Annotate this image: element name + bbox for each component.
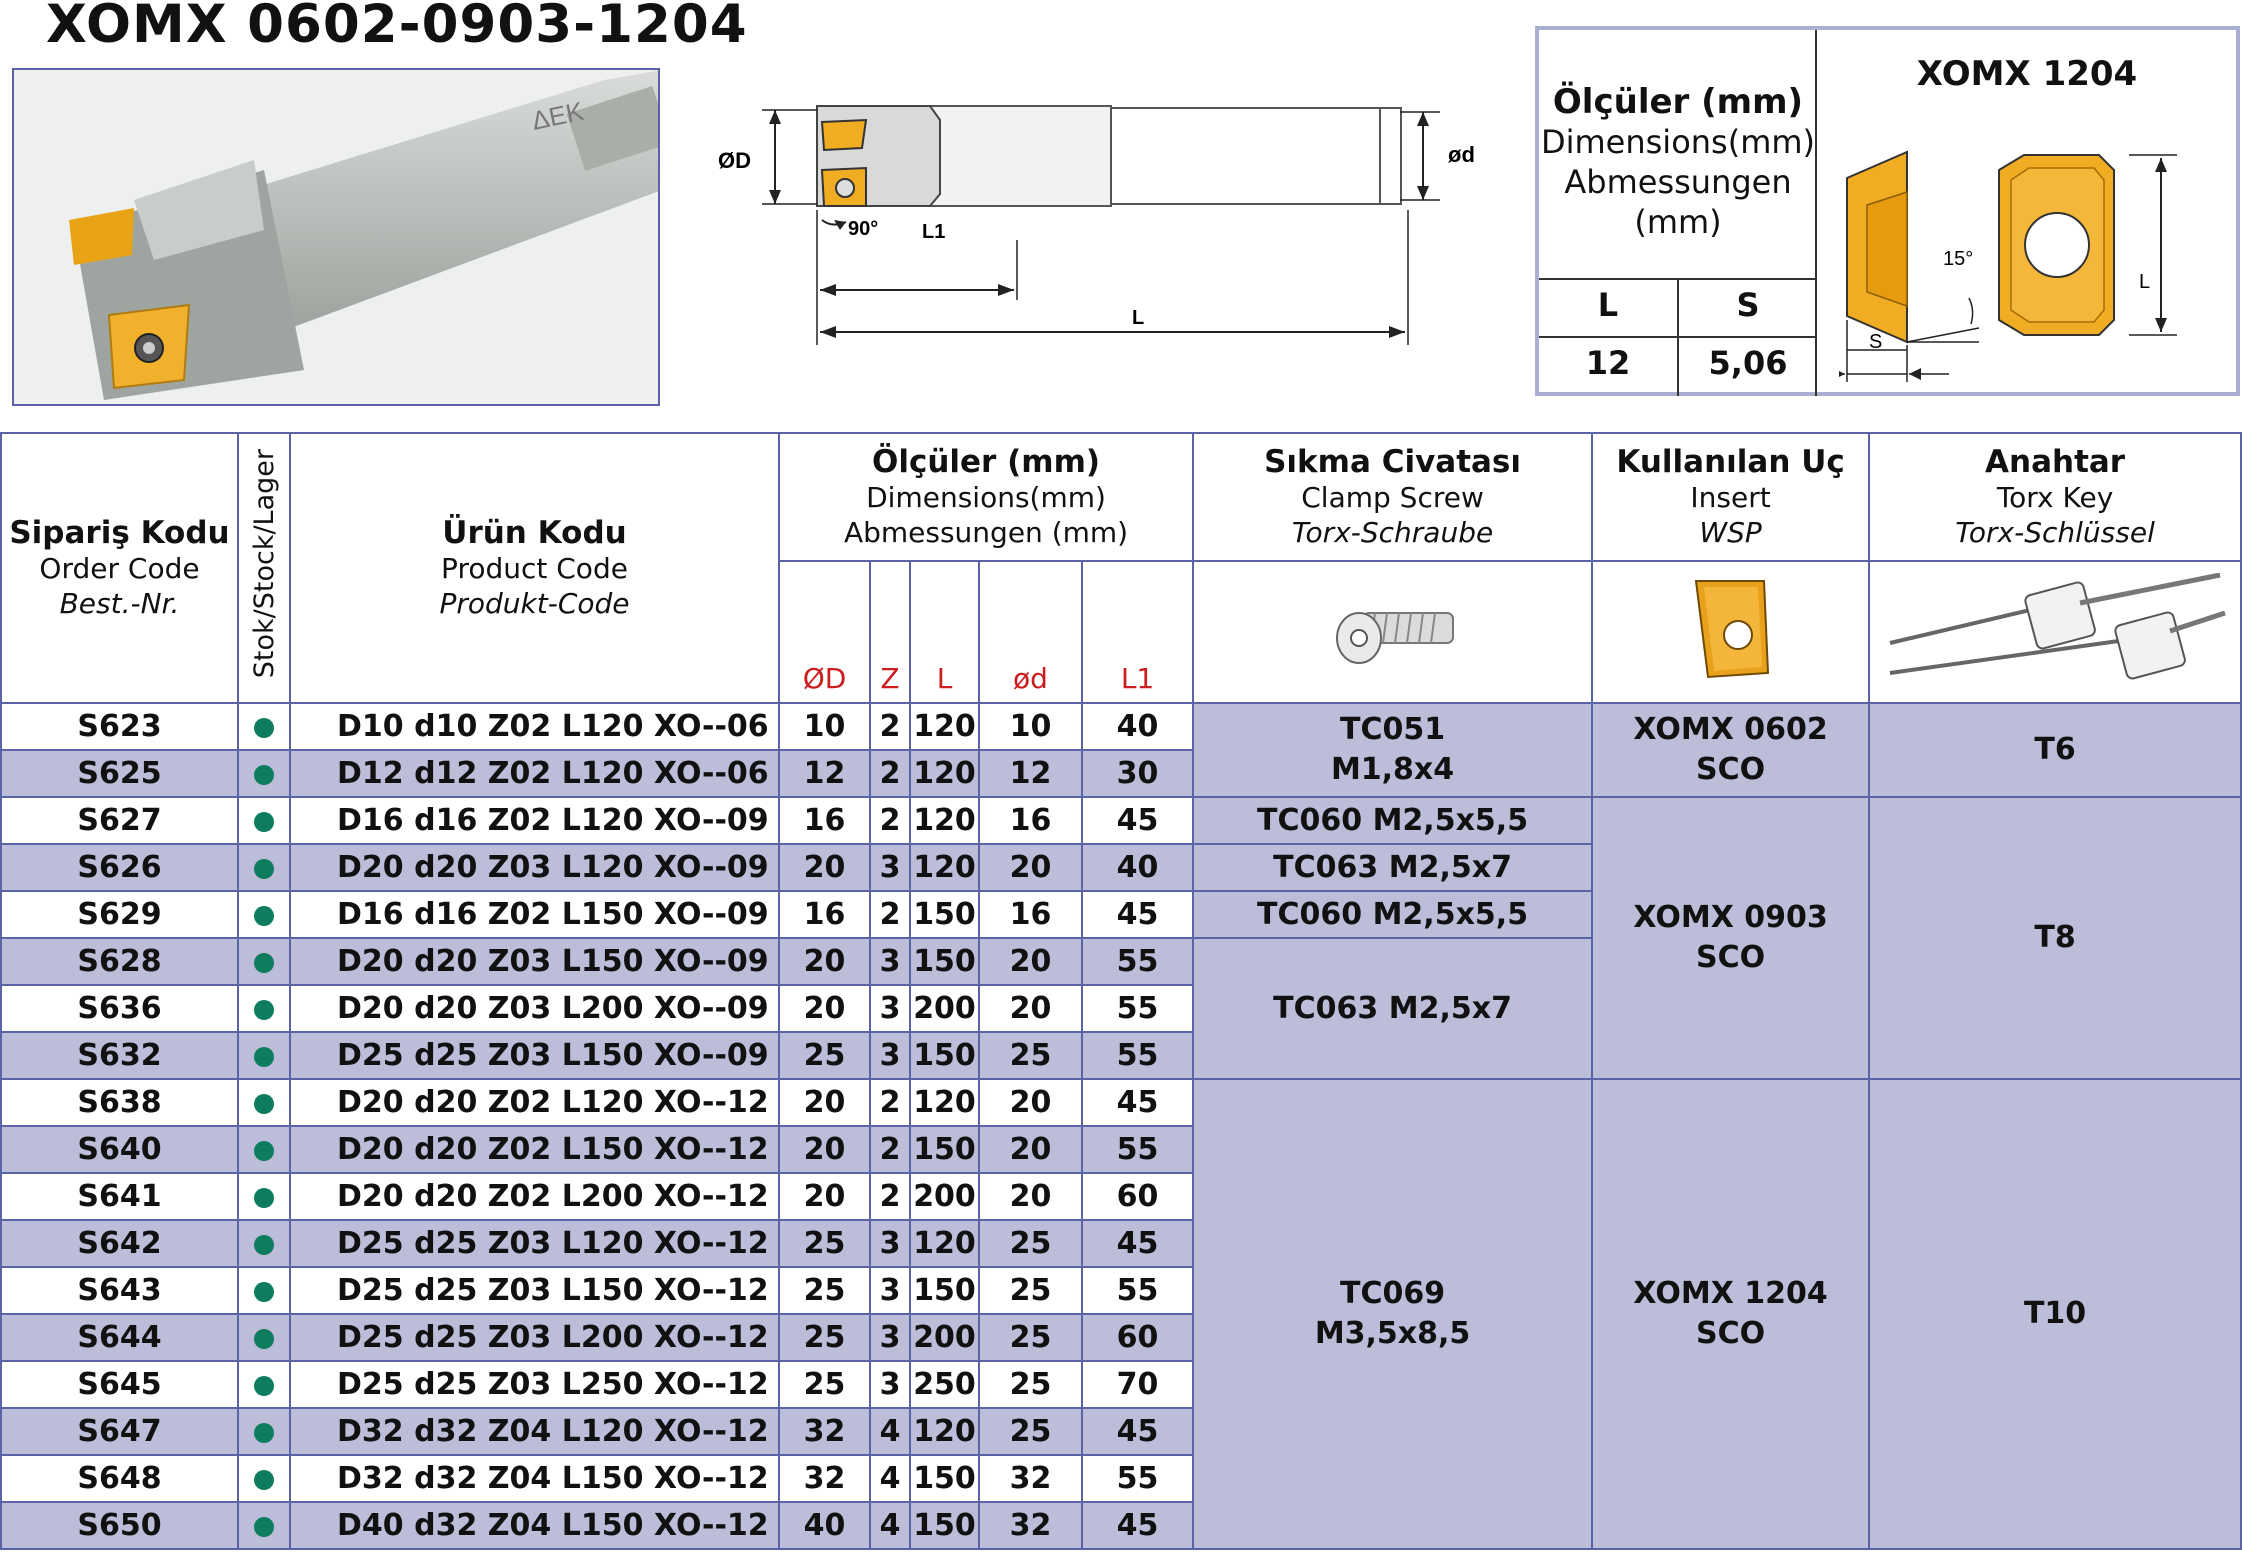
- stock-cell: [238, 1220, 290, 1267]
- dim-d: 20: [979, 985, 1082, 1032]
- clamp-screw-tc060: TC060 M2,5x5,5: [1193, 891, 1592, 938]
- order-code: S625: [1, 750, 238, 797]
- dim-d: 25: [979, 1220, 1082, 1267]
- dim-L1: 40: [1082, 844, 1193, 891]
- dim-L: 200: [910, 985, 979, 1032]
- dim-D: 25: [779, 1220, 870, 1267]
- product-code: D20 d20 Z03 L200 XO--09: [290, 985, 779, 1032]
- dim-d: 20: [979, 938, 1082, 985]
- label-d: ød: [1448, 142, 1475, 167]
- stock-dot-icon: [254, 1188, 274, 1208]
- stock-dot-icon: [254, 953, 274, 973]
- table-row: [1, 703, 2241, 750]
- stock-cell: [238, 1455, 290, 1502]
- dim-L1: 45: [1082, 1220, 1193, 1267]
- product-code: D25 d25 Z03 L120 XO--12: [290, 1220, 779, 1267]
- dim-d: 20: [979, 1173, 1082, 1220]
- order-code: S643: [1, 1267, 238, 1314]
- dim-L1: 55: [1082, 1455, 1193, 1502]
- stock-dot-icon: [254, 1047, 274, 1067]
- order-code: S641: [1, 1173, 238, 1220]
- stock-cell: [238, 703, 290, 750]
- dim-Z: 3: [870, 1267, 910, 1314]
- dim-Z: 4: [870, 1408, 910, 1455]
- dim-L1: 55: [1082, 1032, 1193, 1079]
- dim-Z: 3: [870, 1032, 910, 1079]
- product-code: D25 d25 Z03 L250 XO--12: [290, 1361, 779, 1408]
- dim-L1: 55: [1082, 1126, 1193, 1173]
- header-torx-key: Anahtar Torx Key Torx-Schlüssel: [1869, 433, 2241, 561]
- dim-Z: 2: [870, 750, 910, 797]
- clamp-screw-tc063: TC063 M2,5x7: [1193, 844, 1592, 891]
- dim-L: 120: [910, 1408, 979, 1455]
- dim-Z: 2: [870, 797, 910, 844]
- dims-box-text: [1539, 82, 1817, 242]
- dim-L1: 60: [1082, 1173, 1193, 1220]
- stock-dot-icon: [254, 1470, 274, 1490]
- dims-de: Abmessungen: [1564, 163, 1792, 201]
- dim-L: 120: [910, 1079, 979, 1126]
- dim-d: 20: [979, 844, 1082, 891]
- dim-L: 120: [910, 703, 979, 750]
- dim-Z: 3: [870, 844, 910, 891]
- header-dimensions: Ölçüler (mm) Dimensions(mm) Abmessungen (mm): [779, 433, 1193, 561]
- stock-cell: [238, 1267, 290, 1314]
- stock-cell: [238, 1032, 290, 1079]
- dim-L: 120: [910, 844, 979, 891]
- torx-key-t8: T8: [1869, 797, 2241, 1079]
- order-code: S628: [1, 938, 238, 985]
- dim-D: 20: [779, 1079, 870, 1126]
- stock-cell: [238, 1314, 290, 1361]
- dim-Z: 2: [870, 703, 910, 750]
- dims-heading: Ölçüler (mm): [1552, 82, 1804, 122]
- product-code: D16 d16 Z02 L150 XO--09: [290, 891, 779, 938]
- product-code: D40 d32 Z04 L150 XO--12: [290, 1502, 779, 1549]
- order-code: S629: [1, 891, 238, 938]
- product-code: D25 d25 Z03 L200 XO--12: [290, 1314, 779, 1361]
- order-code: S650: [1, 1502, 238, 1549]
- dim-Z: 3: [870, 1220, 910, 1267]
- dim-D: 25: [779, 1314, 870, 1361]
- stock-dot-icon: [254, 812, 274, 832]
- dim-Z: 4: [870, 1455, 910, 1502]
- header-product-code: Ürün Kodu Product Code Produkt-Code: [290, 433, 779, 703]
- dim-L1: 45: [1082, 1079, 1193, 1126]
- dim-Z: 3: [870, 1314, 910, 1361]
- insert-angle-label: 15°: [1943, 248, 1974, 270]
- torx-key-icon: [1880, 573, 2230, 683]
- stock-cell: [238, 938, 290, 985]
- dim-d: 16: [979, 891, 1082, 938]
- dim-d: 25: [979, 1361, 1082, 1408]
- stock-dot-icon: [254, 859, 274, 879]
- dim-d: 25: [979, 1408, 1082, 1455]
- product-code: D10 d10 Z02 L120 XO--06: [290, 703, 779, 750]
- stock-cell: [238, 1361, 290, 1408]
- stock-cell: [238, 844, 290, 891]
- subheader-D: ØD: [779, 561, 870, 703]
- torx-key-t10: T10: [1869, 1079, 2241, 1549]
- tool-drawing: [700, 90, 1500, 360]
- dims-col-S: S: [1736, 286, 1760, 324]
- dim-Z: 2: [870, 1173, 910, 1220]
- dim-Z: 3: [870, 1361, 910, 1408]
- torx-key-t6: T6: [1869, 703, 2241, 797]
- order-code: S636: [1, 985, 238, 1032]
- order-code: S640: [1, 1126, 238, 1173]
- torx-key-image: [1869, 561, 2241, 703]
- product-code: D16 d16 Z02 L120 XO--09: [290, 797, 779, 844]
- header-stock: Stok/Stock/Lager: [238, 433, 290, 703]
- order-code: S627: [1, 797, 238, 844]
- dim-D: 32: [779, 1408, 870, 1455]
- order-code: S648: [1, 1455, 238, 1502]
- screw-icon: [1323, 583, 1463, 673]
- insert-1204-drawing-icon: [1839, 110, 2234, 400]
- order-code: S645: [1, 1361, 238, 1408]
- clamp-screw-tc060: TC060 M2,5x5,5: [1193, 797, 1592, 844]
- stock-cell: [238, 1173, 290, 1220]
- dim-L: 250: [910, 1361, 979, 1408]
- header-insert: Kullanılan Uç Insert WSP: [1592, 433, 1869, 561]
- dim-L1: 55: [1082, 985, 1193, 1032]
- stock-dot-icon: [254, 1235, 274, 1255]
- insert-xomx-0602: XOMX 0602 SCO: [1592, 703, 1869, 797]
- header-clamp-screw: Sıkma Civatası Clamp Screw Torx-Schraube: [1193, 433, 1592, 561]
- stock-dot-icon: [254, 906, 274, 926]
- dim-L1: 30: [1082, 750, 1193, 797]
- stock-dot-icon: [254, 1282, 274, 1302]
- dims-mm: (mm): [1634, 203, 1722, 241]
- stock-cell: [238, 891, 290, 938]
- subheader-d: ød: [979, 561, 1082, 703]
- product-code: D32 d32 Z04 L120 XO--12: [290, 1408, 779, 1455]
- dim-d: 20: [979, 1126, 1082, 1173]
- label-L1: L1: [922, 221, 946, 243]
- dim-D: 20: [779, 985, 870, 1032]
- dim-D: 25: [779, 1361, 870, 1408]
- dims-val-L: 12: [1585, 344, 1631, 382]
- stock-dot-icon: [254, 718, 274, 738]
- dim-L: 150: [910, 1455, 979, 1502]
- dim-L1: 55: [1082, 938, 1193, 985]
- insert-dimensions-box: [1535, 26, 2240, 396]
- order-code: S623: [1, 703, 238, 750]
- dim-Z: 3: [870, 985, 910, 1032]
- insert-xomx-1204: XOMX 1204 SCO: [1592, 1079, 1869, 1549]
- order-code: S647: [1, 1408, 238, 1455]
- insert-S-label: S: [1869, 331, 1883, 353]
- dim-d: 12: [979, 750, 1082, 797]
- dim-D: 16: [779, 797, 870, 844]
- dim-d: 20: [979, 1079, 1082, 1126]
- dim-d: 25: [979, 1267, 1082, 1314]
- dims-col-L: L: [1597, 286, 1619, 324]
- dim-D: 40: [779, 1502, 870, 1549]
- product-code: D20 d20 Z03 L120 XO--09: [290, 844, 779, 891]
- stock-cell: [238, 1408, 290, 1455]
- subheader-L1: L1: [1082, 561, 1193, 703]
- product-code: D20 d20 Z02 L120 XO--12: [290, 1079, 779, 1126]
- order-code: S632: [1, 1032, 238, 1079]
- stock-dot-icon: [254, 765, 274, 785]
- dim-d: 16: [979, 797, 1082, 844]
- dim-Z: 2: [870, 891, 910, 938]
- order-code: S644: [1, 1314, 238, 1361]
- clamp-screw-image: [1193, 561, 1592, 703]
- dim-L1: 45: [1082, 1502, 1193, 1549]
- product-photo: [12, 68, 660, 406]
- table-row: [1, 797, 2241, 844]
- stock-cell: [238, 1079, 290, 1126]
- stock-cell: [238, 985, 290, 1032]
- end-mill-photo-icon: [14, 70, 660, 406]
- label-L: L: [1132, 307, 1145, 329]
- dim-L1: 45: [1082, 891, 1193, 938]
- insert-title: XOMX 1204: [1916, 54, 2138, 94]
- subheader-Z: Z: [870, 561, 910, 703]
- insert-L-label: L: [2139, 271, 2151, 293]
- dim-L: 150: [910, 1126, 979, 1173]
- stock-dot-icon: [254, 1423, 274, 1443]
- label-D: ØD: [718, 148, 751, 173]
- stock-dot-icon: [254, 1094, 274, 1114]
- dim-L: 120: [910, 797, 979, 844]
- dims-val-S: 5,06: [1708, 344, 1788, 382]
- dim-D: 20: [779, 1126, 870, 1173]
- dim-L1: 70: [1082, 1361, 1193, 1408]
- stock-dot-icon: [254, 1517, 274, 1537]
- product-code: D32 d32 Z04 L150 XO--12: [290, 1455, 779, 1502]
- dims-en: Dimensions(mm): [1540, 123, 1816, 161]
- product-code: D25 d25 Z03 L150 XO--12: [290, 1267, 779, 1314]
- dim-L: 120: [910, 1220, 979, 1267]
- dim-d: 10: [979, 703, 1082, 750]
- dim-D: 12: [779, 750, 870, 797]
- label-angle-90: 90°: [848, 218, 879, 240]
- stock-cell: [238, 797, 290, 844]
- subheader-L: L: [910, 561, 979, 703]
- header-order-code: Sipariş Kodu Order Code Best.-Nr.: [1, 433, 238, 703]
- dim-d: 25: [979, 1032, 1082, 1079]
- stock-dot-icon: [254, 1000, 274, 1020]
- product-code: D25 d25 Z03 L150 XO--09: [290, 1032, 779, 1079]
- table-row: [1, 1079, 2241, 1126]
- dim-D: 20: [779, 938, 870, 985]
- clamp-screw-tc063: TC063 M2,5x7: [1193, 938, 1592, 1079]
- dim-d: 32: [979, 1502, 1082, 1549]
- dim-L1: 45: [1082, 1408, 1193, 1455]
- dim-L: 200: [910, 1173, 979, 1220]
- page-title: XOMX 0602-0903-1204: [46, 0, 748, 55]
- product-code: D20 d20 Z02 L200 XO--12: [290, 1173, 779, 1220]
- dim-L: 150: [910, 1032, 979, 1079]
- dim-D: 20: [779, 844, 870, 891]
- clamp-screw-tc051: TC051 M1,8x4: [1193, 703, 1592, 797]
- stock-dot-icon: [254, 1376, 274, 1396]
- dim-Z: 2: [870, 1079, 910, 1126]
- dim-L: 150: [910, 938, 979, 985]
- insert-xomx-0903: XOMX 0903 SCO: [1592, 797, 1869, 1079]
- order-code: S626: [1, 844, 238, 891]
- dim-L: 150: [910, 1267, 979, 1314]
- stock-cell: [238, 1126, 290, 1173]
- stock-cell: [238, 1502, 290, 1549]
- dim-Z: 3: [870, 938, 910, 985]
- dim-d: 32: [979, 1455, 1082, 1502]
- dim-L: 120: [910, 750, 979, 797]
- dim-L1: 60: [1082, 1314, 1193, 1361]
- dim-D: 16: [779, 891, 870, 938]
- product-table: [0, 432, 2242, 1550]
- dim-L: 150: [910, 891, 979, 938]
- dim-L: 150: [910, 1502, 979, 1549]
- insert-icon: [1686, 573, 1776, 683]
- stock-dot-icon: [254, 1141, 274, 1161]
- dim-d: 25: [979, 1314, 1082, 1361]
- product-code: D20 d20 Z03 L150 XO--09: [290, 938, 779, 985]
- clamp-screw-tc069: TC069 M3,5x8,5: [1193, 1079, 1592, 1549]
- dim-Z: 4: [870, 1502, 910, 1549]
- dim-Z: 2: [870, 1126, 910, 1173]
- product-code: D20 d20 Z02 L150 XO--12: [290, 1126, 779, 1173]
- dim-D: 32: [779, 1455, 870, 1502]
- insert-image: [1592, 561, 1869, 703]
- dim-D: 10: [779, 703, 870, 750]
- dim-D: 20: [779, 1173, 870, 1220]
- dim-D: 25: [779, 1267, 870, 1314]
- dim-D: 25: [779, 1032, 870, 1079]
- order-code: S642: [1, 1220, 238, 1267]
- dim-L1: 45: [1082, 797, 1193, 844]
- photo-engraving: ΔEK: [529, 95, 587, 136]
- stock-cell: [238, 750, 290, 797]
- product-code: D12 d12 Z02 L120 XO--06: [290, 750, 779, 797]
- order-code: S638: [1, 1079, 238, 1126]
- dim-L: 200: [910, 1314, 979, 1361]
- dim-L1: 40: [1082, 703, 1193, 750]
- dim-L1: 55: [1082, 1267, 1193, 1314]
- stock-dot-icon: [254, 1329, 274, 1349]
